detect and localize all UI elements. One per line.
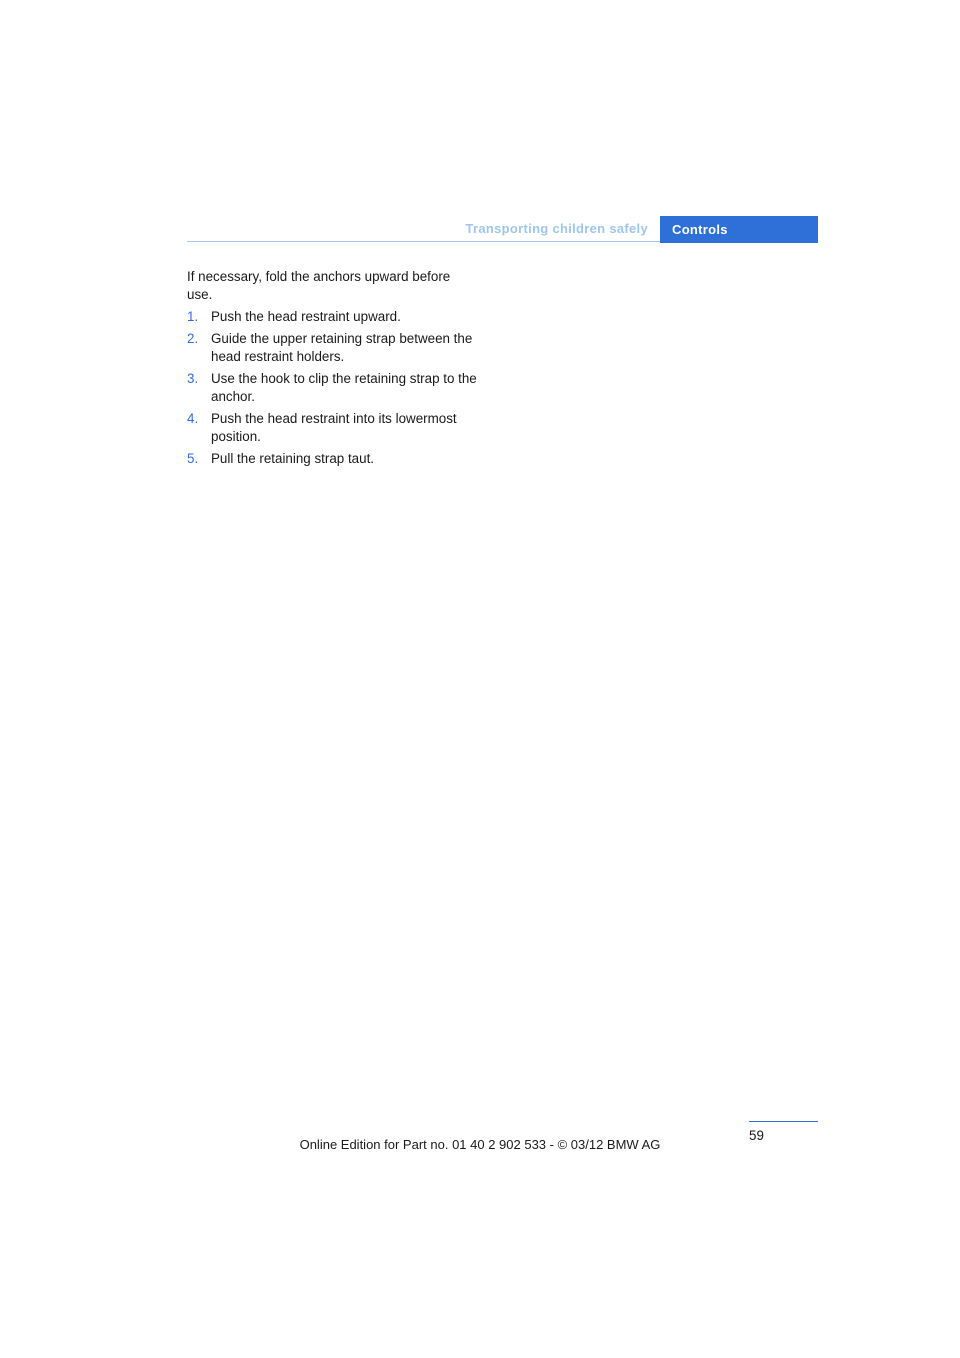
page-header bbox=[187, 216, 818, 243]
intro-paragraph: If necessary, fold the anchors upward before use. bbox=[187, 269, 451, 302]
step-text: Push the head restraint into its lowermost position. bbox=[211, 411, 457, 444]
section-title: Transporting children safely bbox=[465, 221, 648, 236]
step-text: Push the head restraint upward. bbox=[211, 309, 401, 324]
step-number: 2. bbox=[187, 331, 199, 346]
list-item bbox=[187, 308, 477, 326]
chapter-tab-label: Controls bbox=[672, 222, 728, 237]
steps-list bbox=[187, 308, 477, 468]
list-item bbox=[187, 410, 477, 446]
page-number: 59 bbox=[749, 1128, 764, 1143]
chapter-tab bbox=[660, 216, 818, 243]
header-rule bbox=[187, 241, 660, 242]
step-number: 4. bbox=[187, 411, 199, 426]
list-item bbox=[187, 370, 477, 406]
step-text: Guide the upper retaining strap between the head restraint holders. bbox=[211, 331, 473, 364]
step-number: 5. bbox=[187, 451, 199, 466]
list-item bbox=[187, 450, 477, 468]
step-text: Use the hook to clip the retaining strap to the anchor. bbox=[211, 371, 477, 404]
edition-footer: Online Edition for Part no. 01 40 2 902 533 - © 03/12 BMW AG bbox=[299, 1137, 661, 1152]
list-item bbox=[187, 330, 477, 366]
footer-rule bbox=[749, 1121, 818, 1122]
step-number: 3. bbox=[187, 371, 199, 386]
main-content bbox=[187, 268, 477, 472]
step-text: Pull the retaining strap taut. bbox=[211, 451, 375, 466]
step-number: 1. bbox=[187, 309, 199, 324]
